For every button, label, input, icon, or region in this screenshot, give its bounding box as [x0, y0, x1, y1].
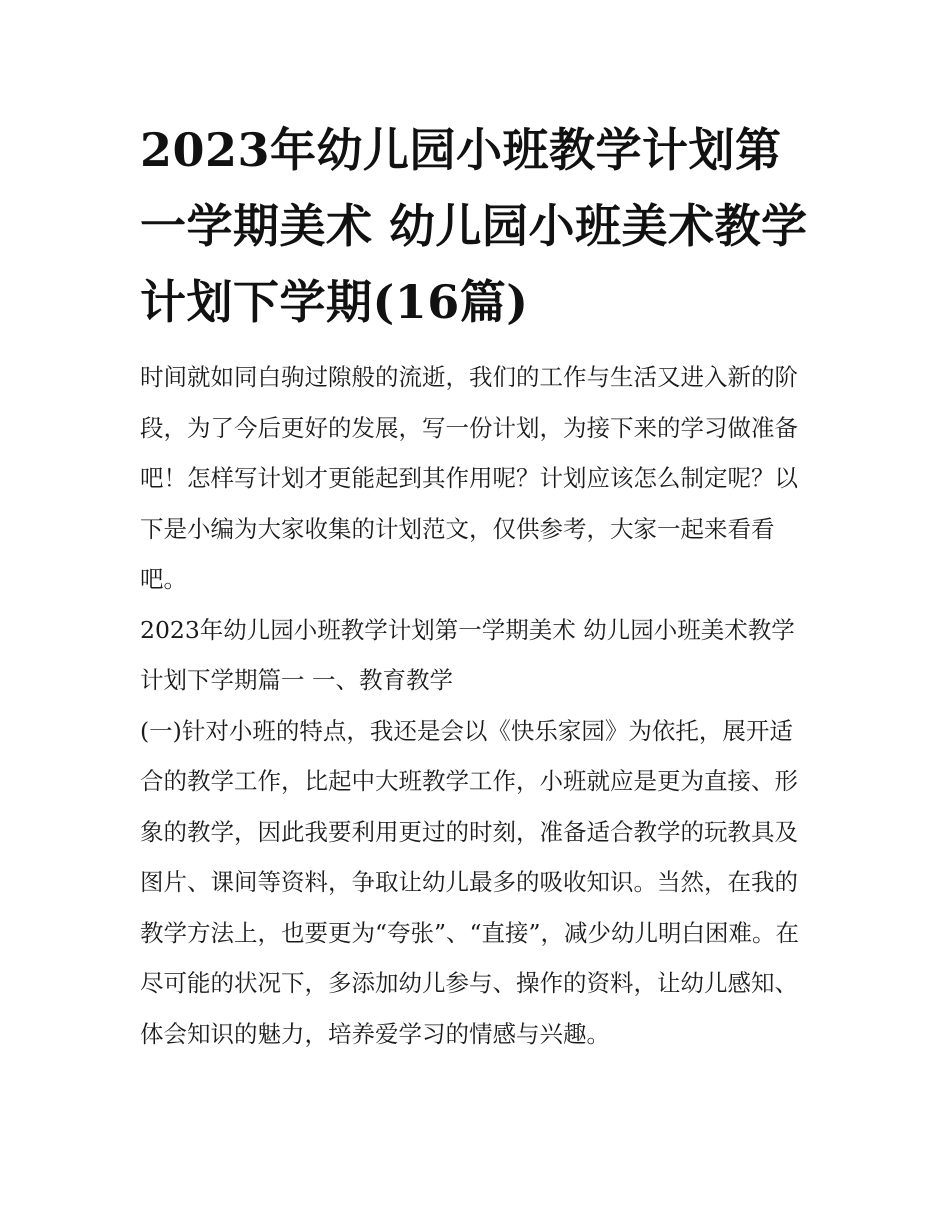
paragraph-section-heading: 2023年幼儿园小班教学计划第一学期美术 幼儿园小班美术教学计划下学期篇一 一、教育教学	[140, 615, 795, 694]
paragraph-intro: 时间就如同白驹过隙般的流逝，我们的工作与生活又进入新的阶段，为了今后更好的发展，写一份计划，为接下来的学习做准备吧！怎样写计划才更能起到其作用呢？计划应该怎么制定呢？以下是小编为大家收集的计划范文，仅供参考，大家一起来看看吧。	[140, 363, 798, 593]
document-title: 2023年幼儿园小班教学计划第一学期美术 幼儿园小班美术教学计划下学期(16篇)	[140, 123, 808, 329]
paragraph-teaching: (一)针对小班的特点，我还是会以《快乐家园》为依托，展开适合的教学工作，比起中大班教学工作，小班就应是更为直接、形象的教学，因此我要利用更过的时刻，准备适合教学的玩教具及图片、课间等资料，争取让幼儿最多的吸收知识。当然，在我的教学方法上，也要更为“夸张”、“直接”，减少幼儿明白困难。在尽可能的状况下，多添加幼儿参与、操作的资料，让幼儿感知、体会知识的魅力，培养爱学习的情感与兴趣。	[140, 716, 800, 1048]
document-page	[140, 112, 812, 1059]
document-body	[140, 352, 812, 1059]
